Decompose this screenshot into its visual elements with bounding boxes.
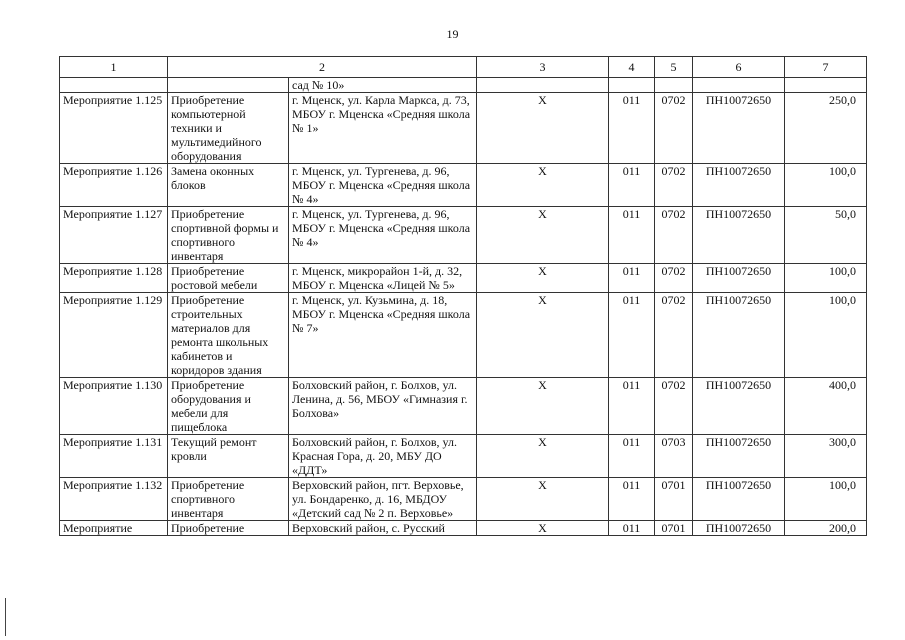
table-cell-event: Мероприятие 1.129 bbox=[60, 293, 168, 378]
table-row bbox=[60, 264, 867, 293]
table-row bbox=[60, 521, 867, 536]
table-cell-event: Мероприятие 1.128 bbox=[60, 264, 168, 293]
table-cell-c4: 011 bbox=[609, 207, 655, 264]
table-row bbox=[60, 207, 867, 264]
table-cell-amount: 100,0 bbox=[785, 264, 867, 293]
table-cell-event: Мероприятие 1.130 bbox=[60, 378, 168, 435]
table-cell-c3: X bbox=[477, 293, 609, 378]
table-cell-c6: ПН10072650 bbox=[693, 164, 785, 207]
table-cell-amount: 100,0 bbox=[785, 293, 867, 378]
table-cell-address: г. Мценск, ул. Тургенева, д. 96, МБОУ г. Мценска «Средняя школа № 4» bbox=[289, 164, 477, 207]
table-cell-address: г. Мценск, микрорайон 1-й, д. 32, МБОУ г. Мценска «Лицей № 5» bbox=[289, 264, 477, 293]
table-cell bbox=[785, 78, 867, 93]
margin-mark bbox=[5, 598, 6, 636]
table-cell-description: Приобретение спортивной формы и спортивного инвентаря bbox=[168, 207, 289, 264]
table-cell-address: г. Мценск, ул. Карла Маркса, д. 73, МБОУ г. Мценска «Средняя школа № 1» bbox=[289, 93, 477, 164]
header-cell: 2 bbox=[168, 57, 477, 78]
table-cell-c6: ПН10072650 bbox=[693, 478, 785, 521]
table-cell bbox=[477, 78, 609, 93]
table-cell-description: Приобретение оборудования и мебели для пищеблока bbox=[168, 378, 289, 435]
table-cell bbox=[60, 78, 168, 93]
table-cell-description: Замена оконных блоков bbox=[168, 164, 289, 207]
table-cell-description: Приобретение строительных материалов для ремонта школьных кабинетов и коридоров здания bbox=[168, 293, 289, 378]
table-row bbox=[60, 93, 867, 164]
table-cell-description: Приобретение спортивного инвентаря bbox=[168, 478, 289, 521]
table-cell-amount: 250,0 bbox=[785, 93, 867, 164]
table-cell-c5: 0702 bbox=[655, 293, 693, 378]
table-cell bbox=[168, 78, 289, 93]
table-cell-address: Болховский район, г. Болхов, ул. Ленина, д. 56, МБОУ «Гимназия г. Болхова» bbox=[289, 378, 477, 435]
header-cell: 4 bbox=[609, 57, 655, 78]
table-cell-c4: 011 bbox=[609, 164, 655, 207]
table-cell-amount: 100,0 bbox=[785, 478, 867, 521]
table-cell-c6: ПН10072650 bbox=[693, 293, 785, 378]
table-cell-amount: 100,0 bbox=[785, 164, 867, 207]
table-row bbox=[60, 478, 867, 521]
table-cell-c6: ПН10072650 bbox=[693, 378, 785, 435]
table-cell-c4: 011 bbox=[609, 478, 655, 521]
table-cell-amount: 200,0 bbox=[785, 521, 867, 536]
table-cell-event: Мероприятие 1.127 bbox=[60, 207, 168, 264]
table-cell-c5: 0702 bbox=[655, 93, 693, 164]
table-cell-c4: 011 bbox=[609, 93, 655, 164]
table-cell-description: Текущий ремонт кровли bbox=[168, 435, 289, 478]
table-cell-amount: 400,0 bbox=[785, 378, 867, 435]
table-cell-c6: ПН10072650 bbox=[693, 264, 785, 293]
table-cell-c3: X bbox=[477, 435, 609, 478]
table-cell-c5: 0702 bbox=[655, 378, 693, 435]
table-cell-c5: 0702 bbox=[655, 207, 693, 264]
table-cell-c3: X bbox=[477, 378, 609, 435]
header-cell: 5 bbox=[655, 57, 693, 78]
table-cell-c4: 011 bbox=[609, 521, 655, 536]
table-cell-address: г. Мценск, ул. Тургенева, д. 96, МБОУ г. Мценска «Средняя школа № 4» bbox=[289, 207, 477, 264]
table-cell-c5: 0703 bbox=[655, 435, 693, 478]
header-cell: 6 bbox=[693, 57, 785, 78]
table-cell-c5: 0702 bbox=[655, 164, 693, 207]
table-row bbox=[60, 378, 867, 435]
table-cell bbox=[693, 78, 785, 93]
table-row bbox=[60, 435, 867, 478]
table-cell-event: Мероприятие bbox=[60, 521, 168, 536]
budget-table bbox=[59, 56, 867, 536]
table-cell-address: г. Мценск, ул. Кузьмина, д. 18, МБОУ г. Мценска «Средняя школа № 7» bbox=[289, 293, 477, 378]
table-cell-c4: 011 bbox=[609, 378, 655, 435]
table-cell-c3: X bbox=[477, 207, 609, 264]
table-cell-event: Мероприятие 1.132 bbox=[60, 478, 168, 521]
table-cell-description: Приобретение компьютерной техники и мультимедийного оборудования bbox=[168, 93, 289, 164]
table-cell-c6: ПН10072650 bbox=[693, 93, 785, 164]
table-cell-c3: X bbox=[477, 521, 609, 536]
header-cell: 3 bbox=[477, 57, 609, 78]
table-cell-address: Верховский район, пгт. Верховье, ул. Бондаренко, д. 16, МБДОУ «Детский сад № 2 п. Верховье» bbox=[289, 478, 477, 521]
table-cell-address: Болховский район, г. Болхов, ул. Красная Гора, д. 20, МБУ ДО «ДДТ» bbox=[289, 435, 477, 478]
table-cell-event: Мероприятие 1.131 bbox=[60, 435, 168, 478]
table-cell-c3: X bbox=[477, 164, 609, 207]
table-cell-c6: ПН10072650 bbox=[693, 435, 785, 478]
table-cell-amount: 50,0 bbox=[785, 207, 867, 264]
table-cell-description: Приобретение ростовой мебели bbox=[168, 264, 289, 293]
table-cell-description: Приобретение bbox=[168, 521, 289, 536]
table-cell-c6: ПН10072650 bbox=[693, 207, 785, 264]
table-cell bbox=[609, 78, 655, 93]
table-cell bbox=[655, 78, 693, 93]
table-cell-c3: X bbox=[477, 264, 609, 293]
table-cell-event: Мероприятие 1.126 bbox=[60, 164, 168, 207]
table-cell-c5: 0701 bbox=[655, 521, 693, 536]
continuation-row bbox=[60, 78, 867, 93]
table-row bbox=[60, 164, 867, 207]
page-number: 19 bbox=[446, 27, 459, 41]
table-cell-c6: ПН10072650 bbox=[693, 521, 785, 536]
table-cell-amount: 300,0 bbox=[785, 435, 867, 478]
table-cell: сад № 10» bbox=[289, 78, 477, 93]
table-cell-address: Верховский район, с. Русский bbox=[289, 521, 477, 536]
table-cell-c4: 011 bbox=[609, 435, 655, 478]
table-cell-c4: 011 bbox=[609, 293, 655, 378]
table-cell-c4: 011 bbox=[609, 264, 655, 293]
table-cell-c3: X bbox=[477, 93, 609, 164]
table-cell-event: Мероприятие 1.125 bbox=[60, 93, 168, 164]
table-cell-c3: X bbox=[477, 478, 609, 521]
header-row bbox=[60, 57, 867, 78]
table-row bbox=[60, 293, 867, 378]
header-cell: 1 bbox=[60, 57, 168, 78]
table-cell-c5: 0702 bbox=[655, 264, 693, 293]
table-cell-c5: 0701 bbox=[655, 478, 693, 521]
header-cell: 7 bbox=[785, 57, 867, 78]
